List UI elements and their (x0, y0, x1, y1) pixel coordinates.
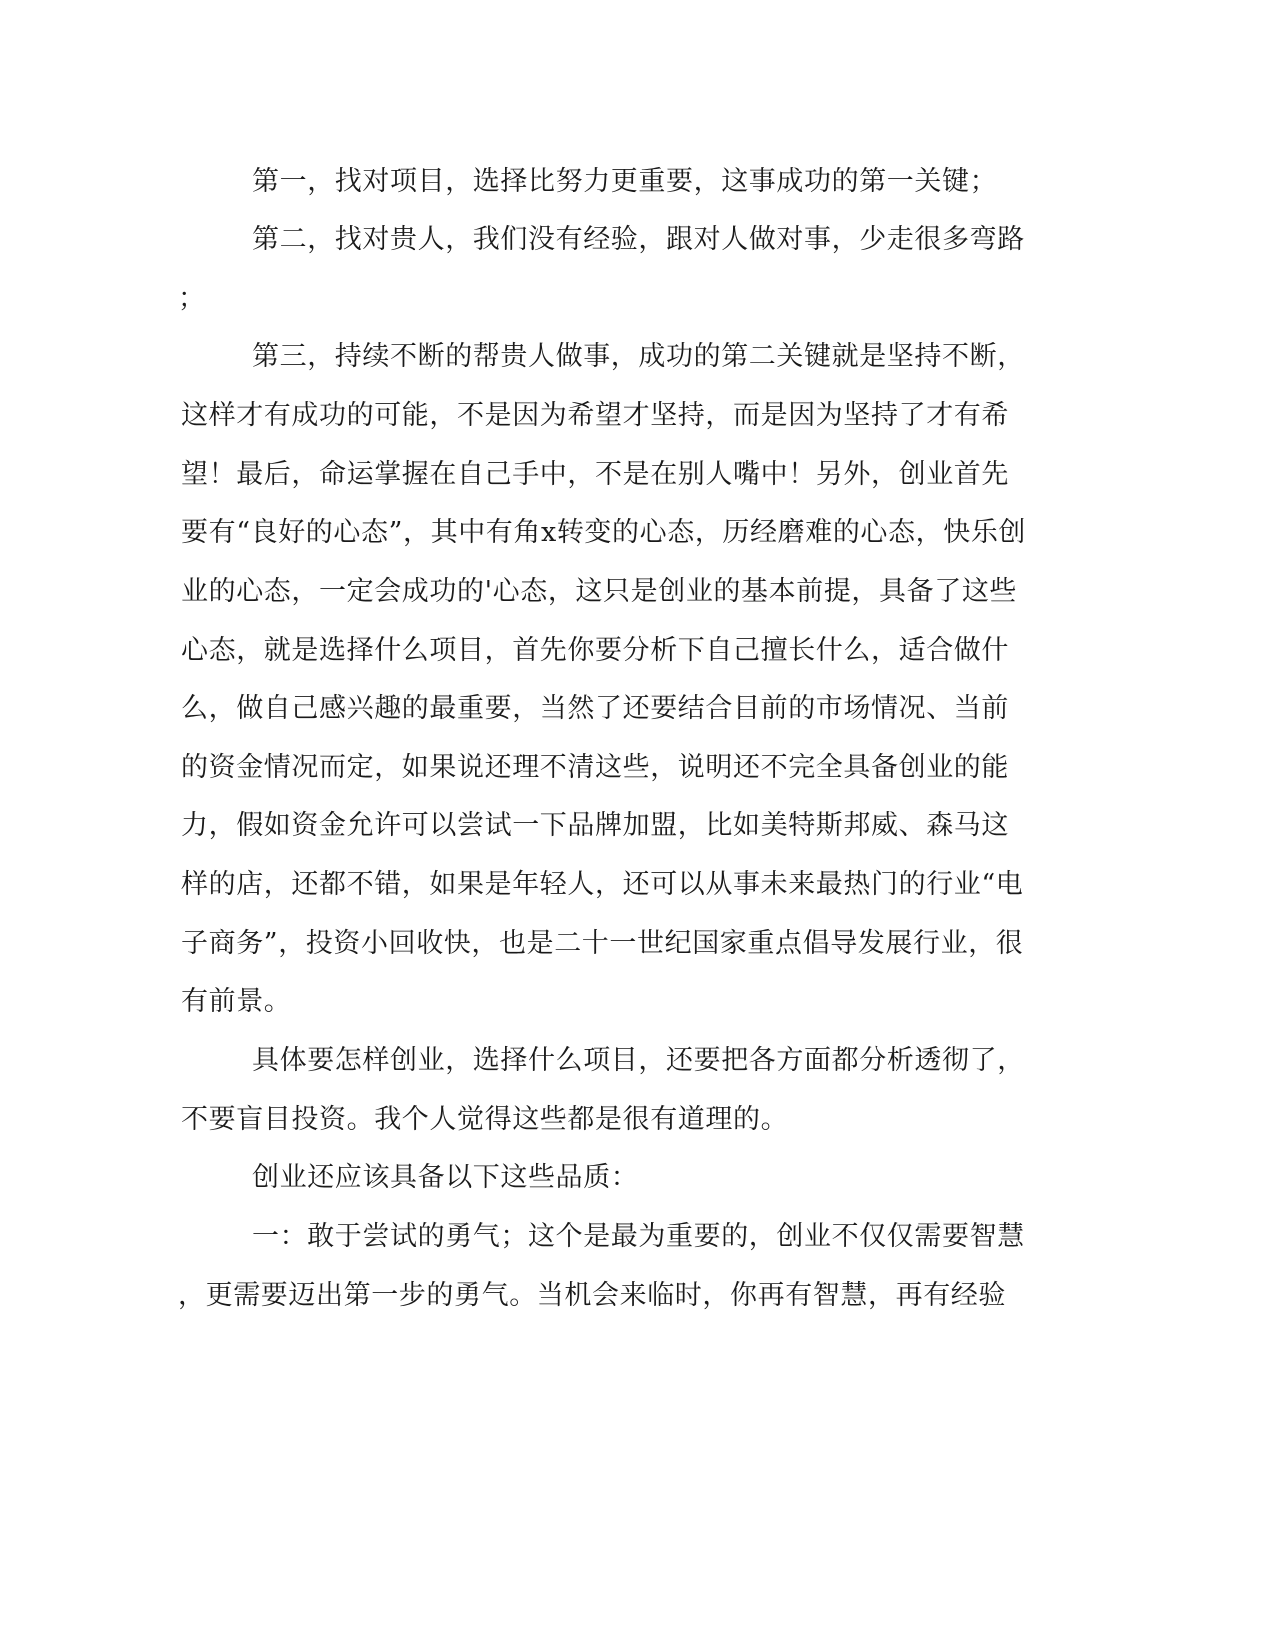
text-line: 业的心态，一定会成功的'心态，这只是创业的基本前提，具备了这些 (181, 576, 1018, 607)
text-line: 么，做自己感兴趣的最重要，当然了还要结合目前的市场情况、当前 (181, 693, 1009, 724)
text-line: 有前景。 (181, 986, 292, 1017)
text-line: ，更需要迈出第一步的勇气。当机会来临时，你再有智慧，再有经验 (178, 1280, 1006, 1311)
text-line: 力，假如资金允许可以尝试一下品牌加盟，比如美特斯邦威、森马这 (181, 810, 1009, 841)
text-line: 创业还应该具备以下这些品质： (252, 1162, 639, 1193)
text-line: 的资金情况而定，如果说还理不清这些，说明还不完全具备创业的能 (181, 752, 1009, 783)
text-line: 要有“良好的心态”，其中有角x转变的心态，历经磨难的心态，快乐创 (181, 517, 1027, 548)
text-line: ； (178, 283, 206, 314)
text-line: 第一，找对项目，选择比努力更重要，这事成功的第一关键； (252, 166, 998, 197)
text-line: 一：敢于尝试的勇气；这个是最为重要的，创业不仅仅需要智慧 (252, 1221, 1025, 1252)
text-line: 不要盲目投资。我个人觉得这些都是很有道理的。 (181, 1104, 789, 1135)
text-line: 具体要怎样创业，选择什么项目，还要把各方面都分析透彻了， (252, 1045, 1025, 1076)
text-line: 这样才有成功的可能，不是因为希望才坚持，而是因为坚持了才有希 (181, 400, 1009, 431)
text-line: 样的店，还都不错，如果是年轻人，还可以从事未来最热门的行业“电 (181, 869, 1024, 900)
text-line: 心态，就是选择什么项目，首先你要分析下自己擅长什么，适合做什 (181, 635, 1009, 666)
text-line: 子商务”，投资小回收快，也是二十一世纪国家重点倡导发展行业，很 (181, 928, 1024, 959)
text-line: 第二，找对贵人，我们没有经验，跟对人做对事，少走很多弯路 (252, 224, 1025, 255)
text-line: 第三，持续不断的帮贵人做事，成功的第二关键就是坚持不断， (252, 341, 1025, 372)
text-line: 望！最后，命运掌握在自己手中，不是在别人嘴中！另外，创业首先 (181, 459, 1009, 490)
